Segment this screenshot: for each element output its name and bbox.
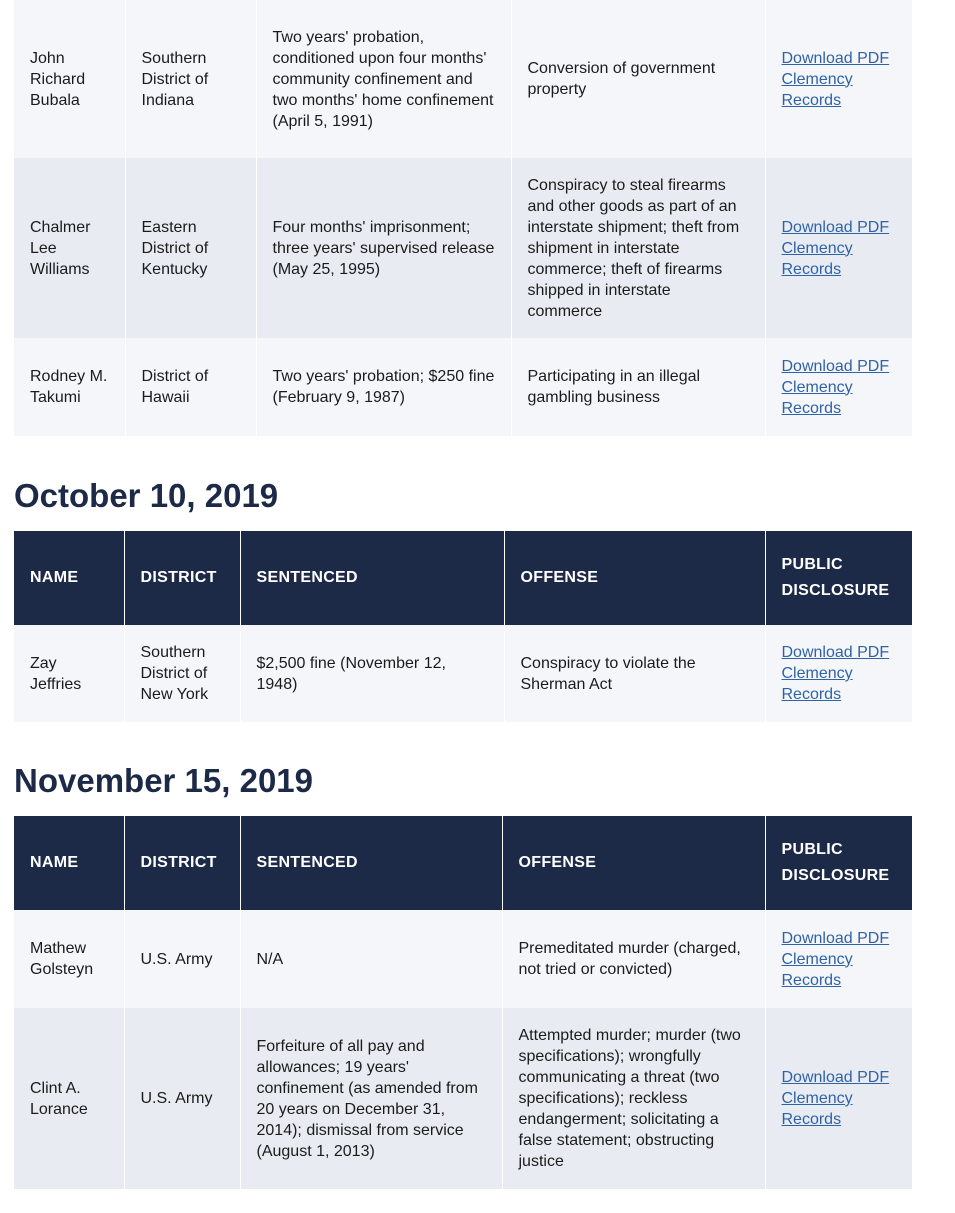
download-pdf-link[interactable]: Download PDF Clemency Records	[781, 929, 890, 989]
cell-sentenced: Four months' imprisonment; three years' supervised release (May 25, 1995)	[256, 158, 511, 338]
cell-district: Eastern District of Kentucky	[125, 158, 256, 338]
header-sentenced: SENTENCED	[240, 816, 502, 910]
cell-name: John Richard Bubala	[14, 0, 125, 158]
header-name: NAME	[14, 816, 124, 910]
header-sentenced: SENTENCED	[240, 531, 504, 625]
header-district: DISTRICT	[124, 531, 240, 625]
cell-disclosure	[765, 625, 912, 722]
cell-offense: Conspiracy to violate the Sherman Act	[504, 625, 765, 722]
cell-name: Rodney M. Takumi	[14, 338, 125, 436]
cell-offense: Attempted murder; murder (two specifications); wrongfully communicating a threat (two specifications); reckless endangerment; solicitating a false statement; obstructing justice	[502, 1008, 765, 1189]
cell-disclosure	[765, 910, 912, 1008]
download-pdf-link[interactable]: Download PDF Clemency Records	[781, 357, 890, 417]
page-content	[14, 0, 912, 1189]
cell-disclosure	[765, 1008, 912, 1189]
cell-disclosure	[765, 338, 912, 436]
cell-offense: Conspiracy to steal firearms and other goods as part of an interstate shipment; theft from shipment in interstate commerce; theft of firearms shipped in interstate commerce	[511, 158, 765, 338]
cell-name: Chalmer Lee Williams	[14, 158, 125, 338]
download-pdf-link[interactable]: Download PDF Clemency Records	[781, 49, 890, 109]
table-row	[14, 338, 912, 436]
table-row	[14, 0, 912, 158]
header-offense: OFFENSE	[504, 531, 765, 625]
clemency-table-november	[14, 816, 912, 1189]
cell-offense: Premeditated murder (charged, not tried or convicted)	[502, 910, 765, 1008]
cell-district: U.S. Army	[124, 1008, 240, 1189]
clemency-table-october	[14, 531, 912, 722]
download-pdf-link[interactable]: Download PDF Clemency Records	[781, 644, 890, 703]
cell-offense: Conversion of government property	[511, 0, 765, 158]
table-row	[14, 625, 912, 722]
table-row	[14, 1008, 912, 1189]
header-district: DISTRICT	[124, 816, 240, 910]
cell-district: U.S. Army	[124, 910, 240, 1008]
table-header-row	[14, 531, 912, 625]
cell-sentenced: Two years' probation; $250 fine (February 9, 1987)	[256, 338, 511, 436]
header-offense: OFFENSE	[502, 816, 765, 910]
download-pdf-link[interactable]: Download PDF Clemency Records	[781, 218, 890, 278]
section-heading-november: November 15, 2019	[14, 762, 314, 799]
download-pdf-link[interactable]: Download PDF Clemency Records	[781, 1069, 890, 1128]
cell-disclosure	[765, 158, 912, 338]
header-name: NAME	[14, 531, 124, 625]
cell-sentenced: N/A	[240, 910, 502, 1008]
table-row	[14, 910, 912, 1008]
cell-name: Mathew Golsteyn	[14, 910, 124, 1008]
cell-disclosure	[765, 0, 912, 158]
header-public-disclosure: PUBLIC DISCLOSURE	[765, 816, 912, 910]
table-header-row	[14, 816, 912, 910]
cell-sentenced: Two years' probation, conditioned upon four months' community confinement and two months' home confinement (April 5, 1991)	[256, 0, 511, 158]
cell-name: Clint A. Lorance	[14, 1008, 124, 1189]
cell-district: Southern District of Indiana	[125, 0, 256, 158]
cell-name: Zay Jeffries	[14, 625, 124, 722]
clemency-table-previous	[14, 0, 912, 436]
header-public-disclosure: PUBLIC DISCLOSURE	[765, 531, 912, 625]
cell-sentenced: $2,500 fine (November 12, 1948)	[240, 625, 504, 722]
cell-district: Southern District of New York	[124, 625, 240, 722]
cell-sentenced: Forfeiture of all pay and allowances; 19 years' confinement (as amended from 20 years on December 31, 2014); dismissal from service (August 1, 2013)	[240, 1008, 502, 1189]
cell-offense: Participating in an illegal gambling business	[511, 338, 765, 436]
table-row	[14, 158, 912, 338]
cell-district: District of Hawaii	[125, 338, 256, 436]
section-heading-october: October 10, 2019	[14, 477, 279, 514]
